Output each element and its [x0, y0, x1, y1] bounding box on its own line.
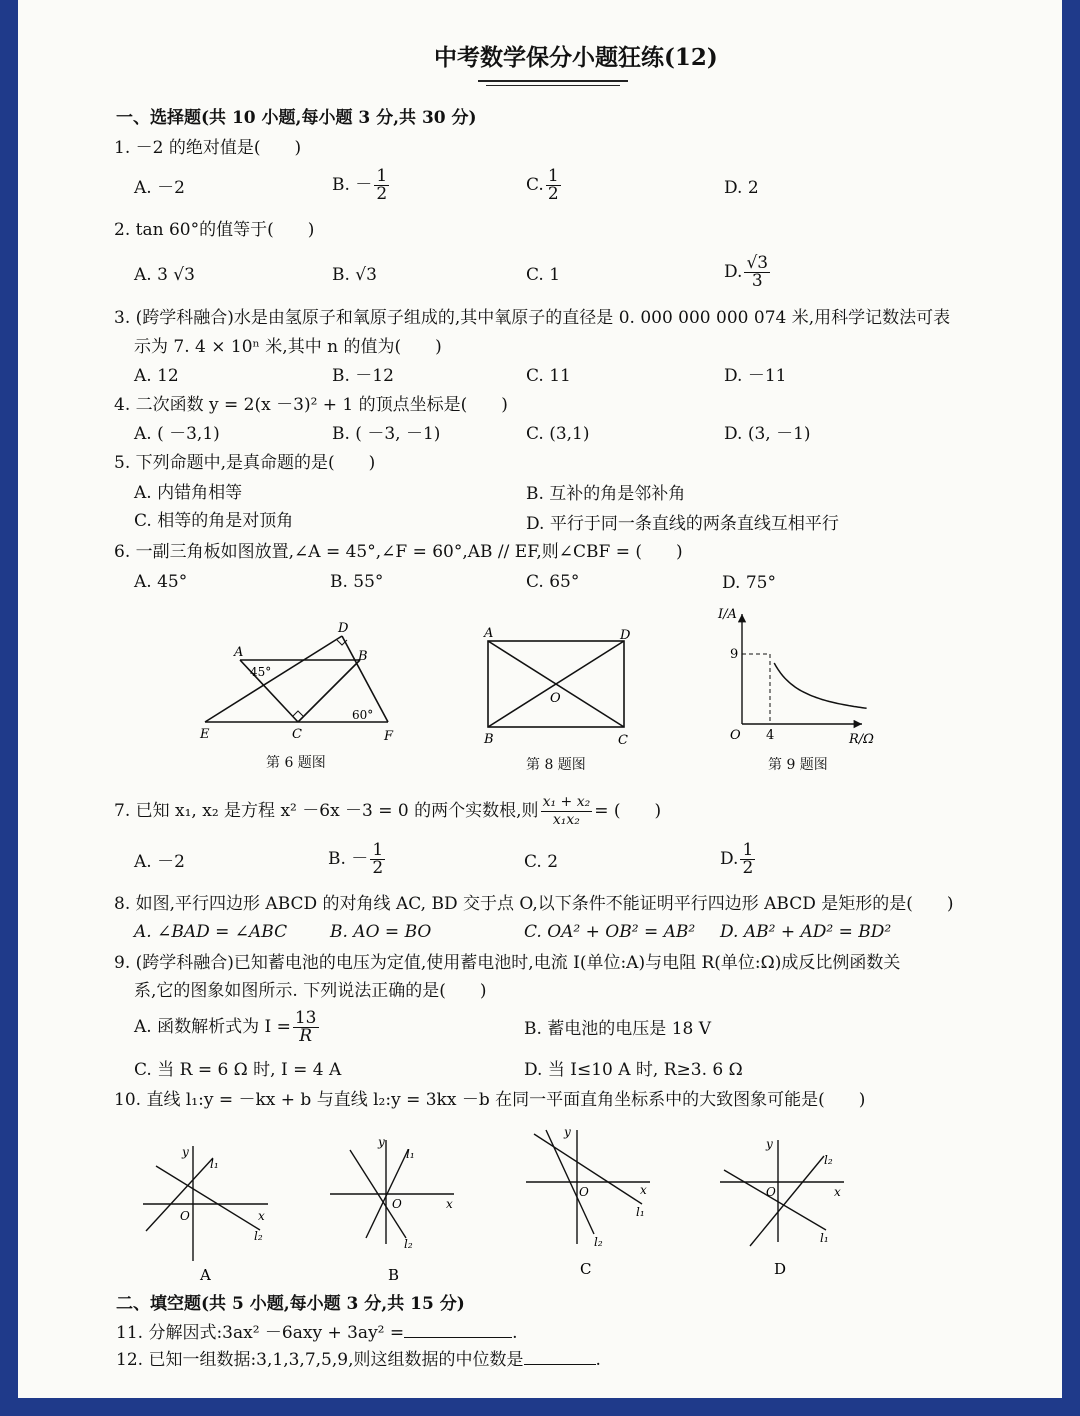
fig9-x-label: R/Ω	[849, 732, 874, 747]
fig9-y-tick: 9	[730, 647, 739, 662]
fig9-origin: O	[730, 728, 741, 743]
q10a-line-l2	[156, 1166, 260, 1230]
fig6-label-c: C	[292, 727, 302, 742]
q1-option-c: C. $\frac{1}{2}$	[526, 166, 559, 204]
q3-line-2: 示为 7. 4 × 10ⁿ 米,其中 n 的值为( )	[134, 337, 442, 357]
fig8-caption: 第 8 题图	[526, 757, 586, 773]
title-underline	[478, 80, 628, 82]
fig6-angle-a: 45°	[250, 665, 272, 679]
fig8-label-a: A	[484, 626, 494, 641]
q7-option-a: A. －2	[134, 852, 185, 872]
svg-text:O: O	[579, 1185, 589, 1199]
q8-option-c: C. OA² + OB² = AB²	[524, 922, 696, 942]
line-ed	[205, 636, 342, 722]
q4-stem: 4. 二次函数 y = 2(x －3)² + 1 的顶点坐标是( )	[114, 395, 508, 415]
fig6-caption: 第 6 题图	[266, 755, 326, 771]
q10-graph-d	[716, 1134, 856, 1280]
line-cb	[298, 660, 360, 722]
q10d-line-l1	[724, 1170, 826, 1230]
fig8-label-o: O	[550, 691, 561, 706]
figure-8	[478, 624, 638, 754]
section-1-heading: 一、选择题(共 10 小题,每小题 3 分,共 30 分)	[116, 108, 477, 128]
fig6-label-f: F	[384, 729, 394, 744]
q4-option-b: B. ( －3, －1)	[332, 424, 441, 444]
q10-graph-a	[138, 1136, 278, 1286]
svg-text:l₁: l₁	[210, 1157, 219, 1171]
svg-text:y: y	[564, 1125, 571, 1139]
section-2-heading: 二、填空题(共 5 小题,每小题 3 分,共 15 分)	[116, 1294, 465, 1314]
q10-label-a: A	[200, 1266, 211, 1284]
q8-stem: 8. 如图,平行四边形 ABCD 的对角线 AC, BD 交于点 O,以下条件不能证明平行四边形 ABCD 是矩形的是( )	[114, 894, 954, 914]
fig9-x-tick: 4	[766, 728, 775, 743]
svg-text:l₂: l₂	[824, 1153, 833, 1167]
q8-option-b: B. AO = BO	[330, 922, 432, 942]
q10-label-b: B	[388, 1266, 400, 1282]
q6-option-a: A. 45°	[134, 572, 188, 592]
svg-text:l₁: l₁	[820, 1231, 829, 1245]
q1-option-b: B. － $\frac{1}{2}$	[332, 166, 388, 204]
q3-option-c: C. 11	[526, 366, 571, 386]
q7-option-d: D. $\frac{1}{2}$	[720, 840, 754, 878]
q6-option-b: B. 55°	[330, 572, 384, 592]
q2-option-b: B. √3	[332, 265, 377, 285]
q10-label-c: C	[580, 1260, 592, 1276]
fig6-angle-f: 60°	[352, 708, 374, 722]
fig8-label-b: B	[484, 732, 494, 747]
fig9-caption: 第 9 题图	[768, 757, 828, 773]
svg-text:l₂: l₂	[254, 1229, 263, 1243]
svg-text:l₂: l₂	[404, 1237, 413, 1251]
q1-stem: 1. －2 的绝对值是( )	[114, 138, 302, 158]
q2-option-a: A. 3 √3	[134, 265, 195, 285]
fig9-curve	[774, 663, 866, 708]
svg-text:l₂: l₂	[594, 1235, 603, 1249]
title-underline-thin	[486, 85, 620, 86]
q5-option-b: B. 互补的角是邻补角	[526, 484, 686, 504]
q8-option-a: A. ∠BAD = ∠ABC	[134, 922, 288, 942]
fig8-label-c: C	[618, 733, 628, 748]
q12: 12. 已知一组数据:3,1,3,7,5,9,则这组数据的中位数是 .	[116, 1350, 601, 1370]
q7-option-c: C. 2	[524, 852, 559, 872]
q9-option-d: D. 当 I≤10 A 时, R≥3. 6 Ω	[524, 1060, 743, 1080]
q9-option-a: A. 函数解析式为 I = $\frac{13}{R}$	[134, 1008, 317, 1046]
svg-text:y: y	[766, 1137, 773, 1151]
q9-line-1: 9. (跨学科融合)已知蓄电池的电压为定值,使用蓄电池时,电流 I(单位:A)与电阻 R(单位:Ω)成反比例函数关	[114, 953, 901, 973]
figure-9	[712, 600, 887, 750]
q8-option-d: D. AB² + AD² = BD²	[720, 922, 892, 942]
q5-option-c: C. 相等的角是对顶角	[134, 511, 294, 531]
fig6-label-b: B	[358, 649, 368, 664]
svg-text:y: y	[182, 1145, 189, 1159]
fig6-label-d: D	[338, 621, 349, 636]
q9-line-2: 系,它的图象如图所示. 下列说法正确的是( )	[134, 981, 487, 1001]
q3-option-a: A. 12	[134, 366, 179, 386]
q2-stem: 2. tan 60°的值等于( )	[114, 220, 315, 240]
q5-stem: 5. 下列命题中,是真命题的是( )	[114, 453, 376, 473]
svg-text:y: y	[378, 1135, 385, 1149]
q11-answer-blank	[404, 1337, 512, 1338]
q3-option-b: B. －12	[332, 366, 394, 386]
q2-option-c: C. 1	[526, 265, 561, 285]
svg-text:x: x	[834, 1185, 841, 1199]
q6-option-d: D. 75°	[722, 573, 776, 593]
q7-stem: 7. 已知 x₁, x₂ 是方程 x² －6x －3 = 0 的两个实数根,则 $\frac{\text{x₁ + x₂}}{\text{x₁x₂}}$ = ( )	[114, 794, 662, 828]
fig6-label-e: E	[200, 727, 210, 742]
svg-text:x: x	[446, 1197, 453, 1211]
q10-graph-c	[522, 1124, 662, 1276]
fig9-y-label: I/A	[718, 607, 737, 622]
q1-option-a: A. －2	[134, 178, 185, 198]
q10d-line-l2	[750, 1156, 824, 1246]
fig8-label-d: D	[620, 628, 631, 643]
q5-option-d: D. 平行于同一条直线的两条直线互相平行	[526, 514, 839, 534]
q12-answer-blank	[524, 1364, 596, 1365]
q7-option-b: B. － $\frac{1}{2}$	[328, 840, 384, 878]
q3-line-1: 3. (跨学科融合)水是由氢原子和氧原子组成的,其中氧原子的直径是 0. 000 000 000 074 米,用科学记数法可表	[114, 308, 951, 328]
svg-text:O: O	[180, 1209, 190, 1223]
q5-option-a: A. 内错角相等	[134, 483, 243, 503]
q9-option-c: C. 当 R = 6 Ω 时, I = 4 A	[134, 1060, 342, 1080]
q1-option-d: D. 2	[724, 178, 759, 198]
q10-graph-b	[326, 1132, 466, 1282]
q10-label-d: D	[774, 1260, 787, 1278]
right-angle-c	[293, 711, 303, 716]
svg-text:l₁: l₁	[636, 1205, 645, 1219]
svg-text:O: O	[766, 1185, 776, 1199]
q6-option-c: C. 65°	[526, 572, 580, 592]
q10-stem: 10. 直线 l₁:y = －kx + b 与直线 l₂:y = 3kx －b 在同一平面直角坐标系中的大致图象可能是( )	[114, 1090, 866, 1110]
svg-text:l₁: l₁	[406, 1147, 415, 1161]
svg-text:O: O	[392, 1197, 402, 1211]
svg-text:x: x	[640, 1183, 647, 1197]
figure-6	[190, 612, 410, 752]
q6-stem: 6. 一副三角板如图放置,∠A = 45°,∠F = 60°,AB // EF,则∠CBF = ( )	[114, 542, 683, 562]
q4-option-d: D. (3, －1)	[724, 424, 811, 444]
svg-text:x: x	[258, 1209, 265, 1223]
q2-option-d: D. $\frac{√3}{3}$	[724, 253, 769, 291]
q3-option-d: D. －11	[724, 366, 787, 386]
q4-option-c: C. (3,1)	[526, 424, 590, 444]
q11: 11. 分解因式:3ax² －6axy + 3ay² = .	[116, 1323, 518, 1343]
page-title: 中考数学保分小题狂练(12)	[434, 44, 718, 71]
q9-option-b: B. 蓄电池的电压是 18 V	[524, 1019, 712, 1039]
q4-option-a: A. ( －3,1)	[134, 424, 220, 444]
fig6-label-a: A	[234, 645, 244, 660]
